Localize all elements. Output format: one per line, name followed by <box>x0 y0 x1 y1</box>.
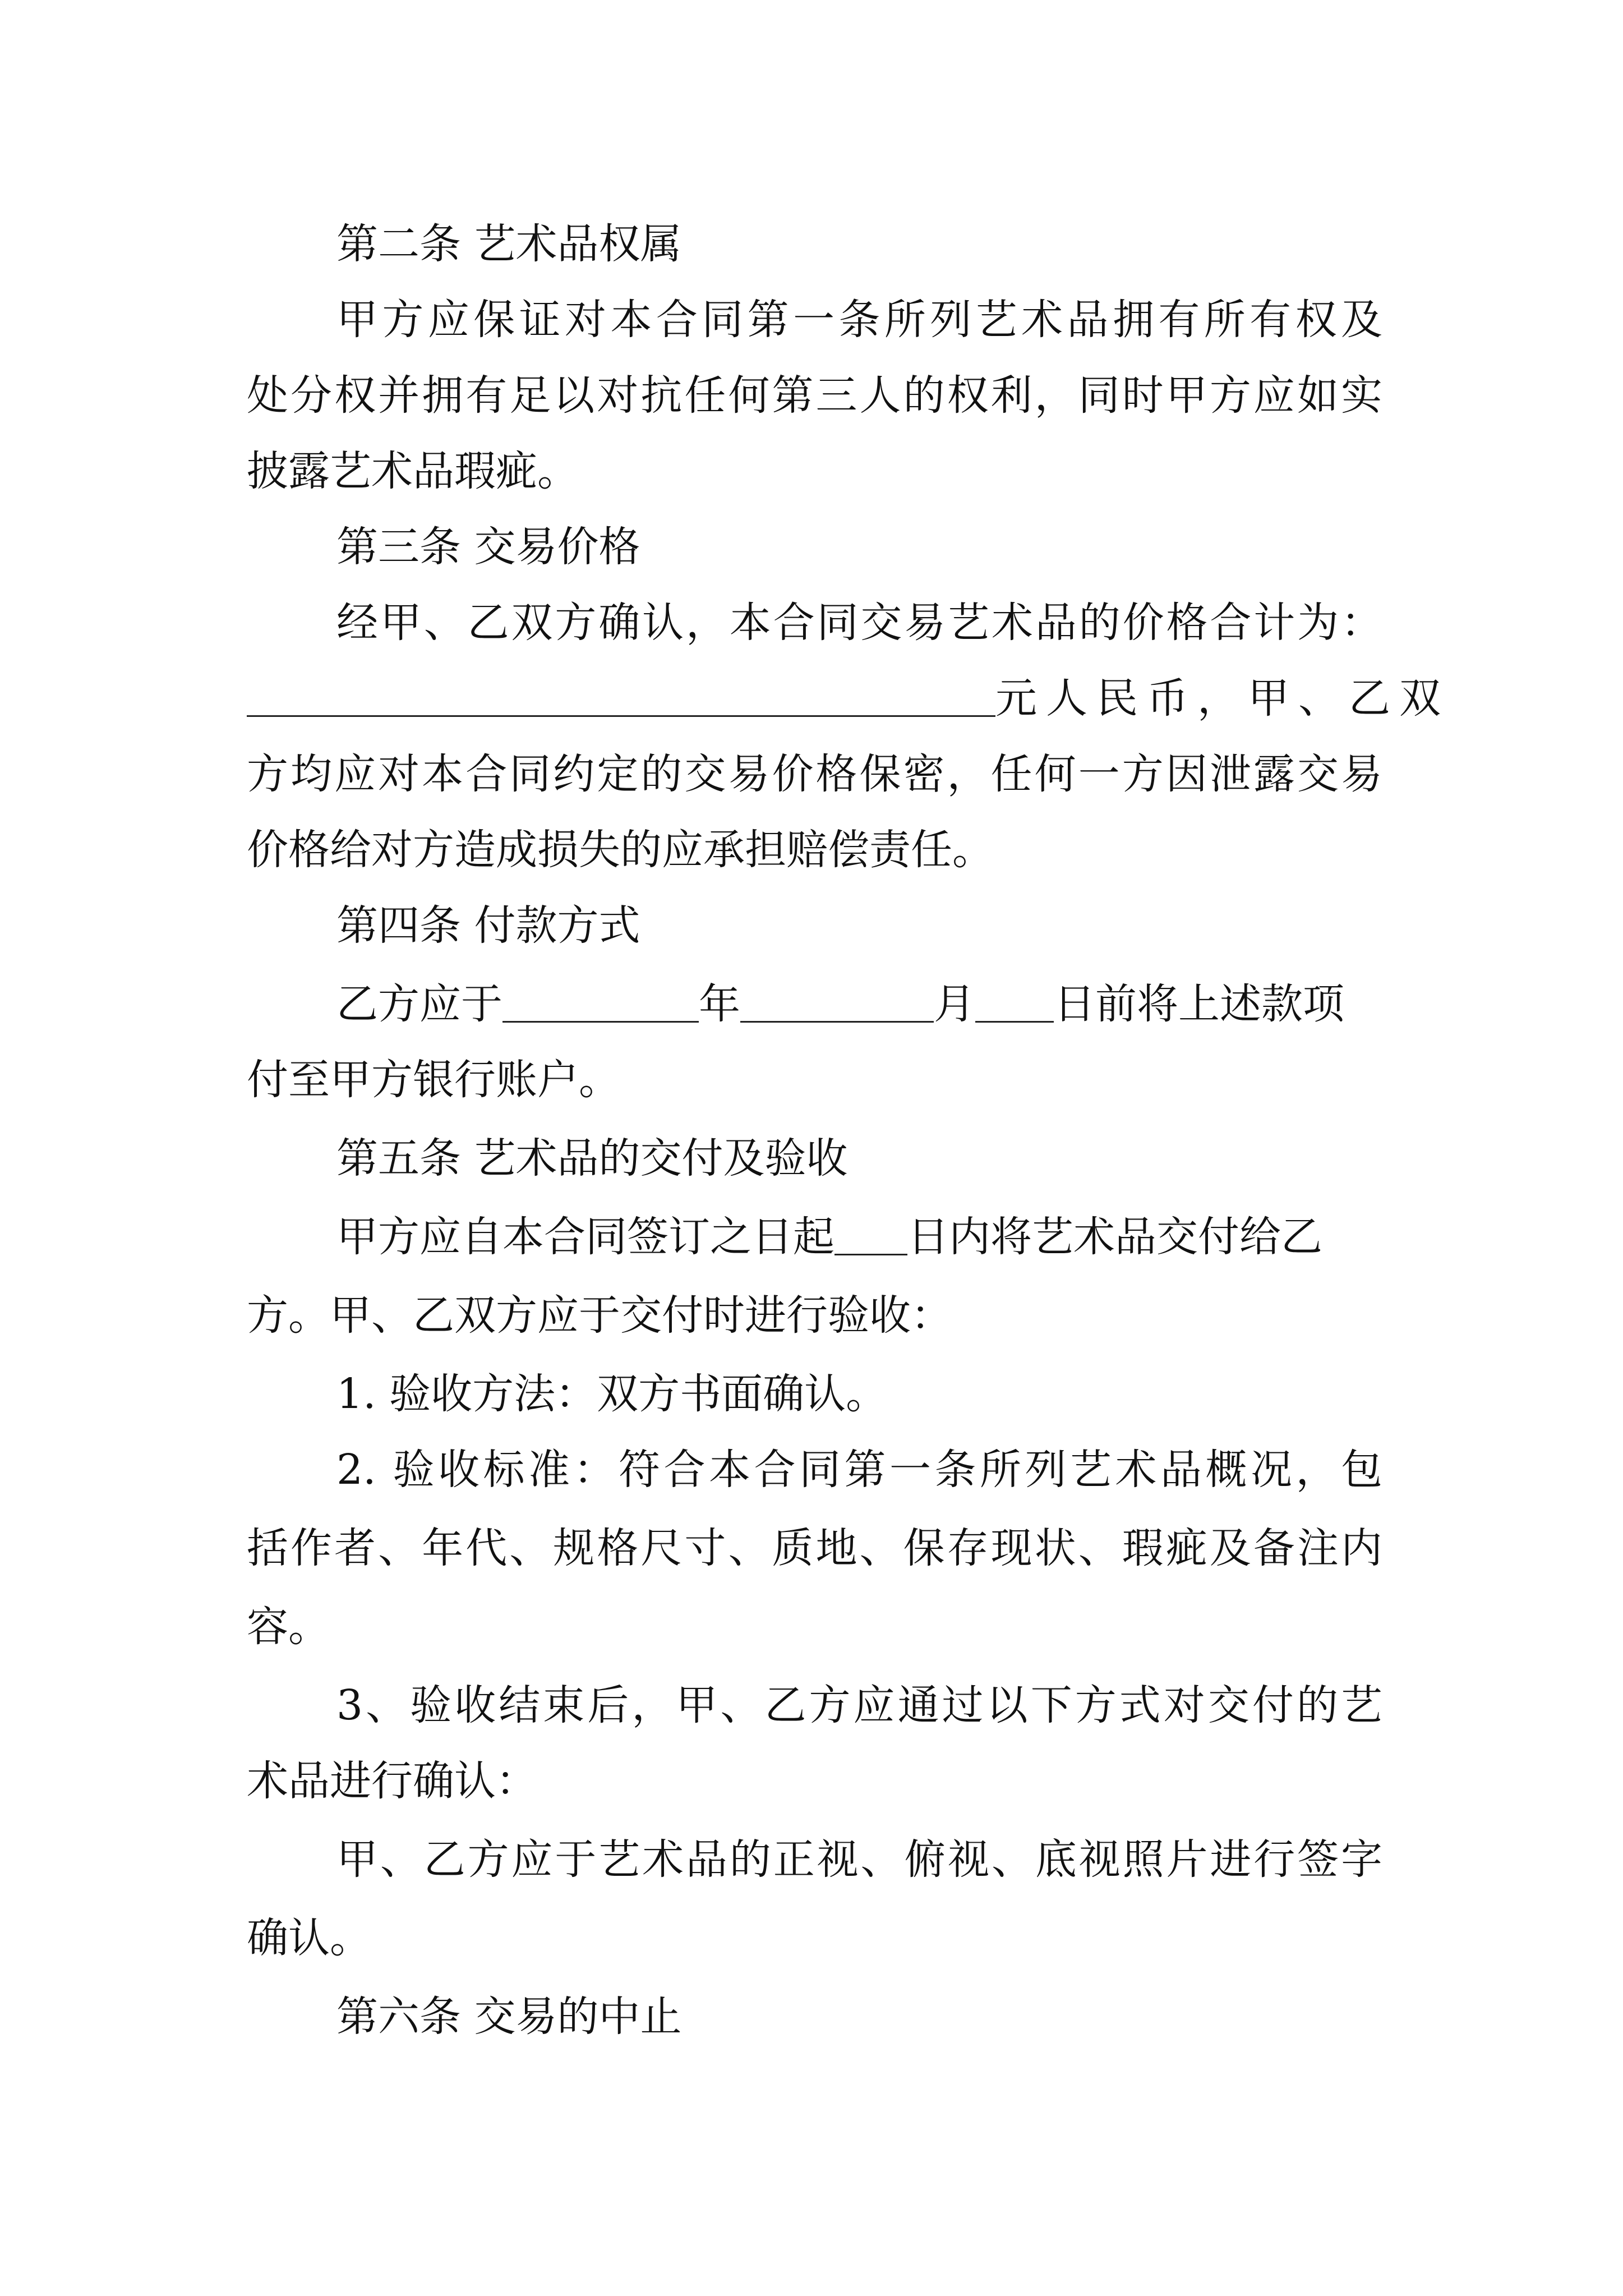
article-2-paragraph-line-3: 披露艺术品瑕疵。 <box>247 447 579 495</box>
payment-year-text: 年 <box>699 980 740 1028</box>
article-6-heading: 第六条 交易的中止 <box>336 1993 682 2041</box>
payment-day-blank <box>975 982 1054 1023</box>
payment-month-text: 月 <box>934 980 975 1028</box>
article-3-paragraph-line-3: 方均应对本合同约定的交易价格保密，任何一方因泄露交易 <box>247 750 1382 798</box>
delivery-tail-text: 日内将艺术品交付给乙 <box>907 1213 1322 1261</box>
delivery-days-blank <box>834 1214 907 1255</box>
payment-lead-text: 乙方应于 <box>336 980 502 1028</box>
article-3-paragraph-line-2 <box>247 668 1450 729</box>
acceptance-item-2-line-1: 2. 验收标准：符合本合同第一条所列艺术品概况，包 <box>336 1446 1382 1494</box>
article-2-paragraph-line-2: 处分权并拥有足以对抗任何第三人的权利，同时甲方应如实 <box>247 371 1382 420</box>
price-unit-text: 元人民币，甲、乙双 <box>995 674 1450 723</box>
acceptance-item-3-sub-line-1: 甲、乙方应于艺术品的正视、俯视、底视照片进行签字 <box>336 1835 1382 1884</box>
article-2-heading: 第二条 艺术品权属 <box>336 220 682 268</box>
payment-year-blank <box>502 982 699 1023</box>
article-4-heading: 第四条 付款方式 <box>336 901 640 950</box>
acceptance-item-3-line-1: 3、验收结束后，甲、乙方应通过以下方式对交付的艺 <box>336 1681 1382 1729</box>
acceptance-item-2-line-3: 容。 <box>247 1603 330 1651</box>
article-5-paragraph-line-1 <box>336 1206 1322 1268</box>
article-5-heading: 第五条 艺术品的交付及验收 <box>336 1134 848 1182</box>
acceptance-item-2-line-2: 括作者、年代、规格尺寸、质地、保存现状、瑕疵及备注内 <box>247 1524 1382 1572</box>
article-4-paragraph-line-1 <box>336 973 1344 1035</box>
payment-month-blank <box>740 982 934 1023</box>
article-4-paragraph-line-2: 付至甲方银行账户。 <box>247 1056 620 1104</box>
acceptance-item-1: 1. 验收方法：双方书面确认。 <box>336 1370 888 1418</box>
delivery-lead-text: 甲方应自本合同签订之日起 <box>336 1213 834 1261</box>
acceptance-item-3-sub-line-2: 确认。 <box>247 1914 371 1962</box>
price-blank <box>247 676 995 717</box>
article-3-heading: 第三条 交易价格 <box>336 523 640 571</box>
article-2-paragraph-line-1: 甲方应保证对本合同第一条所列艺术品拥有所有权及 <box>336 296 1382 344</box>
payment-tail-text: 日前将上述款项 <box>1054 980 1344 1028</box>
acceptance-item-3-line-2: 术品进行确认： <box>247 1757 537 1805</box>
article-5-paragraph-line-2: 方。甲、乙双方应于交付时进行验收： <box>247 1291 952 1340</box>
article-3-paragraph-line-1: 经甲、乙双方确认，本合同交易艺术品的价格合计为： <box>336 599 1382 647</box>
article-3-paragraph-line-4: 价格给对方造成损失的应承担赔偿责任。 <box>247 826 994 874</box>
